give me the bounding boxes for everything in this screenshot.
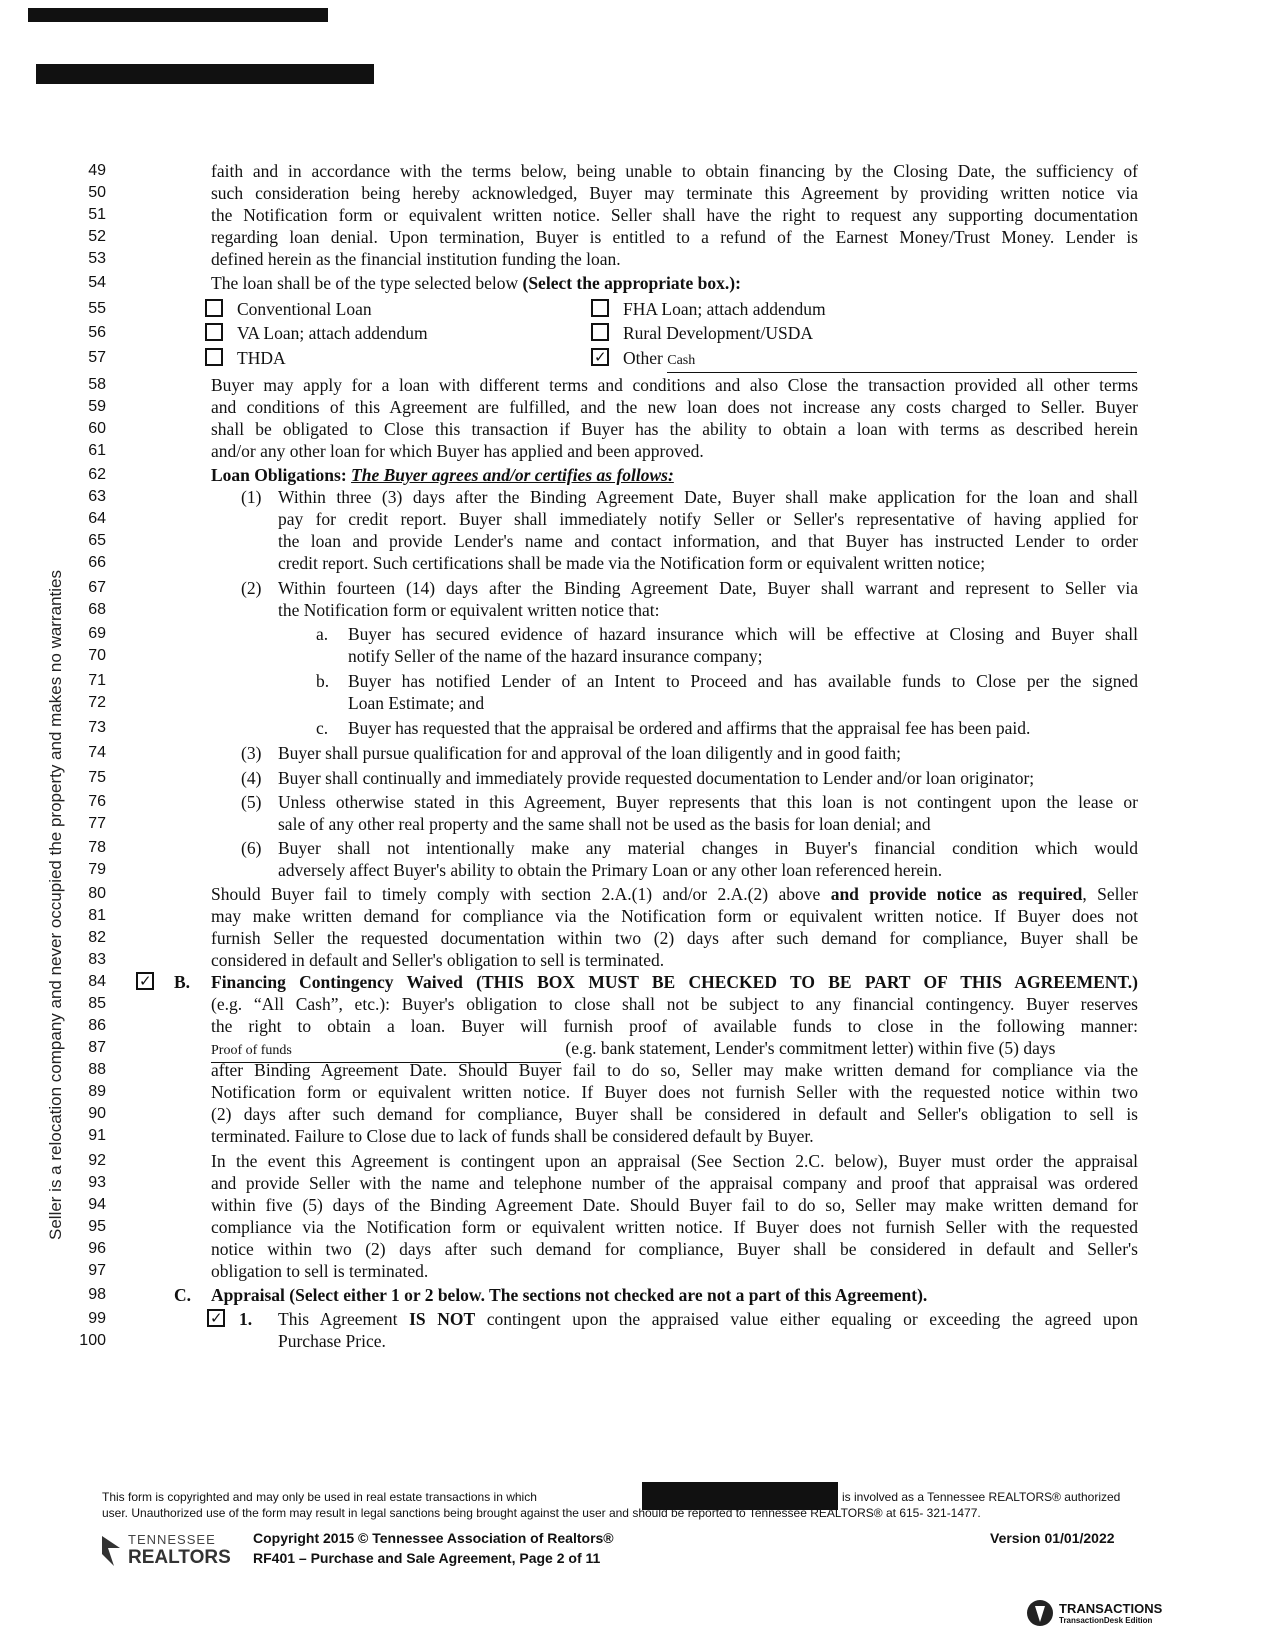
text-line: pay for credit report. Buyer shall immediately notify Seller or Seller's representative of having applied for (278, 509, 1138, 529)
redaction-bar (28, 8, 328, 22)
line-number: 66 (88, 554, 106, 571)
realtors-logo-icon (100, 1534, 122, 1568)
line-number: 76 (88, 793, 106, 810)
line-number: 92 (88, 1152, 106, 1169)
line-number: 55 (88, 300, 106, 317)
text-line: Buyer shall continually and immediately provide requested documentation to Lender and/or loan originator; (278, 768, 1035, 788)
footer-line-1b: is involved as a Tennessee REALTORS® authorized (842, 1490, 1121, 1504)
checkbox[interactable] (205, 299, 223, 317)
footer-line-1: This form is copyrighted and may only be used in real estate transactions in which (102, 1490, 537, 1504)
text-line: shall be obligated to Close this transaction if Buyer has the ability to obtain a loan with terms as described herein (211, 419, 1138, 439)
item-number: (5) (241, 792, 262, 812)
loan-type-intro: The loan shall be of the type selected below (Select the appropriate box.): (211, 273, 741, 293)
text-line: Buyer may apply for a loan with different terms and conditions and also Close the transaction provided all other terms (211, 375, 1138, 395)
text-line: compliance via the Notification form or equivalent written notice. If Buyer does not furnish Seller with the requested (211, 1217, 1138, 1237)
text-line: after Binding Agreement Date. Should Buyer fail to do so, Seller may make written demand for compliance via the (211, 1060, 1138, 1080)
checkbox-checked[interactable] (591, 348, 609, 366)
text-line: faith and in accordance with the terms below, being unable to obtain financing by the Closing Date, the sufficiency of (211, 161, 1138, 181)
line-number: 86 (88, 1017, 106, 1034)
line-number: 89 (88, 1083, 106, 1100)
text-line: (e.g. “All Cash”, etc.): Buyer's obligation to close shall not be subject to any financial contingency. Buyer reserves (211, 994, 1138, 1014)
line-number: 82 (88, 929, 106, 946)
footer-line-2: user. Unauthorized use of the form may result in legal sanctions being brought against the user and should be reported to Tennessee REALTORS® at 615- 321-1477. (102, 1506, 981, 1520)
line-number: 57 (88, 349, 106, 366)
line-number: 53 (88, 250, 106, 267)
line-number: 63 (88, 488, 106, 505)
text-line: obligation to sell is terminated. (211, 1261, 429, 1281)
line-number: 99 (88, 1310, 106, 1327)
line-number: 68 (88, 601, 106, 618)
text-line: defined herein as the financial institution funding the loan. (211, 249, 621, 269)
option-fha[interactable]: FHA Loan; attach addendum (591, 298, 826, 320)
text-line: and provide Seller with the name and telephone number of the appraisal company and proof that appraisal was ordered (211, 1173, 1138, 1193)
text-line: adversely affect Buyer's ability to obtain the Primary Loan or any other loan referenced herein. (278, 860, 943, 880)
text-line: may make written demand for compliance via the Notification form or equivalent written notice. If Buyer does not (211, 906, 1138, 926)
line-number: 77 (88, 815, 106, 832)
checkbox-checked[interactable] (207, 1309, 225, 1327)
item-number: (2) (241, 578, 262, 598)
text-line: Buyer has requested that the appraisal be ordered and affirms that the appraisal fee has been paid. (348, 718, 1031, 738)
form-name: RF401 – Purchase and Sale Agreement, Page 2 of 11 (253, 1550, 601, 1566)
section-b-checkbox[interactable] (136, 971, 168, 993)
logo-top-text: TENNESSEE (128, 1532, 216, 1547)
option-thda[interactable]: THDA (205, 347, 286, 369)
proof-of-funds-input[interactable]: Proof of funds (211, 1040, 561, 1063)
section-letter: C. (174, 1285, 192, 1305)
line-number: 62 (88, 466, 106, 483)
tx-bottom-text: TransactionDesk Edition (1059, 1616, 1153, 1625)
option-conventional[interactable]: Conventional Loan (205, 298, 372, 320)
item-number: (6) (241, 838, 262, 858)
redaction-bar (36, 64, 374, 84)
line-number: 58 (88, 376, 106, 393)
line-number: 65 (88, 532, 106, 549)
line-number: 60 (88, 420, 106, 437)
checkbox[interactable] (205, 348, 223, 366)
line-number: 59 (88, 398, 106, 415)
item-number: (1) (241, 487, 262, 507)
line-number: 52 (88, 228, 106, 245)
text-line: Unless otherwise stated in this Agreement, Buyer represents that this loan is not contingent upon the lease or (278, 792, 1138, 812)
item-letter: b. (316, 671, 330, 691)
line-number: 84 (88, 973, 106, 990)
line-number: 91 (88, 1127, 106, 1144)
text-line: Notification form or equivalent written notice. If Buyer does not furnish Seller with the requested notice within two (211, 1082, 1138, 1102)
appraisal-option-1[interactable]: ✓1. (207, 1308, 252, 1330)
text-line: sale of any other real property and the same shall not be used as the basis for loan denial; and (278, 814, 931, 834)
text-line: the right to obtain a loan. Buyer will furnish proof of available funds to close in the following manner: (211, 1016, 1138, 1036)
tennessee-realtors-logo (100, 1532, 231, 1569)
line-number: 98 (88, 1286, 106, 1303)
line-number: 94 (88, 1196, 106, 1213)
text-line: Buyer shall not intentionally make any material changes in Buyer's financial condition which would (278, 838, 1138, 858)
line-number: 74 (88, 744, 106, 761)
text-line: furnish Seller the requested documentation within two (2) days after such demand for compliance, Buyer shall be (211, 928, 1138, 948)
line-number: 75 (88, 769, 106, 786)
text-line: Within fourteen (14) days after the Binding Agreement Date, Buyer shall warrant and represent to Seller via (278, 578, 1138, 598)
item-letter: a. (316, 624, 329, 644)
version: Version 01/01/2022 (990, 1530, 1115, 1546)
text-line: Purchase Price. (278, 1331, 386, 1351)
text-line: and/or any other loan for which Buyer has applied and been approved. (211, 441, 704, 461)
text-line: This Agreement IS NOT contingent upon the appraised value either equaling or exceeding the agreed upon (278, 1309, 1139, 1329)
line-number: 85 (88, 995, 106, 1012)
text-line: notice within two (2) days after such demand for compliance, Buyer shall be considered in default and Seller's (211, 1239, 1138, 1259)
section-c-title: Appraisal (Select either 1 or 2 below. The sections not checked are not a part of this Agreement). (211, 1285, 928, 1305)
line-number: 79 (88, 861, 106, 878)
line-number: 56 (88, 324, 106, 341)
text-line: regarding loan denial. Upon termination, Buyer is entitled to a refund of the Earnest Money/Trust Money. Lender is (211, 227, 1138, 247)
obligations-heading: Loan Obligations: The Buyer agrees and/or certifies as follows: (211, 465, 674, 485)
text-line: credit report. Such certifications shall be made via the Notification form or equivalent written notice; (278, 553, 986, 573)
text-line: the loan and provide Lender's name and contact information, and that Buyer has instructed Lender to order (278, 531, 1138, 551)
section-letter: B. (174, 972, 191, 992)
text-line: Buyer has notified Lender of an Intent to Proceed and has available funds to Close per the signed (348, 671, 1138, 691)
transactions-logo-icon (1025, 1598, 1055, 1628)
option-rural[interactable]: Rural Development/USDA (591, 322, 813, 344)
line-number: 97 (88, 1262, 106, 1279)
line-number: 71 (88, 672, 106, 689)
line-number: 88 (88, 1061, 106, 1078)
checkbox[interactable] (591, 299, 609, 317)
line-number: 49 (88, 162, 106, 179)
text-line: notify Seller of the name of the hazard insurance company; (348, 646, 763, 666)
item-number: (3) (241, 743, 262, 763)
line-number: 73 (88, 719, 106, 736)
text-line: Loan Estimate; and (348, 693, 485, 713)
transactions-logo (1025, 1598, 1162, 1628)
tx-top-text: TRANSACTIONS (1059, 1601, 1163, 1616)
checkbox[interactable] (205, 323, 223, 341)
copyright: Copyright 2015 © Tennessee Association of Realtors® (253, 1530, 614, 1546)
text-line: within five (5) days of the Binding Agreement Date. Should Buyer fail to do so, Seller may make written demand for (211, 1195, 1138, 1215)
item-number: (4) (241, 768, 262, 788)
line-number: 93 (88, 1174, 106, 1191)
option-other[interactable]: ✓ Other Cash (591, 347, 1137, 373)
line-number: 67 (88, 579, 106, 596)
line-number: 96 (88, 1240, 106, 1257)
line-number: 64 (88, 510, 106, 527)
line-number: 70 (88, 647, 106, 664)
line-number: 50 (88, 184, 106, 201)
text-line: Buyer shall pursue qualification for and approval of the loan diligently and in good faith; (278, 743, 902, 763)
text-line: Proof of funds (e.g. bank statement, Lender's commitment letter) within five (5) days (211, 1037, 1055, 1063)
line-number: 78 (88, 839, 106, 856)
checkbox-checked[interactable] (136, 972, 154, 990)
logo-bottom-text: REALTORS (128, 1547, 231, 1568)
line-number: 100 (79, 1332, 106, 1349)
line-number: 72 (88, 694, 106, 711)
line-number: 81 (88, 907, 106, 924)
line-number: 83 (88, 951, 106, 968)
text-line: Buyer has secured evidence of hazard insurance which will be effective at Closing and Buyer shall (348, 624, 1138, 644)
item-letter: c. (316, 718, 329, 738)
text-line: considered in default and Seller's obligation to sell is terminated. (211, 950, 665, 970)
section-b-title: Financing Contingency Waived (THIS BOX MUST BE CHECKED TO BE PART OF THIS AGREEMENT.) (211, 972, 1138, 992)
text-line: Should Buyer fail to timely comply with section 2.A.(1) and/or 2.A.(2) above and provide notice as required, Seller (211, 884, 1138, 904)
text-line: Within three (3) days after the Binding Agreement Date, Buyer shall make application for the loan and shall (278, 487, 1138, 507)
checkbox[interactable] (591, 323, 609, 341)
line-number: 51 (88, 206, 106, 223)
option-va[interactable]: VA Loan; attach addendum (205, 322, 428, 344)
side-note: Seller is a relocation company and never occupied the property and makes no warranties (46, 570, 65, 1240)
line-number: 80 (88, 885, 106, 902)
line-number: 69 (88, 625, 106, 642)
text-line: (2) days after such demand for compliance, Buyer shall be considered in default and Seller's obligation to sell is (211, 1104, 1138, 1124)
line-number: 61 (88, 442, 106, 459)
text-line: such consideration being hereby acknowledged, Buyer may terminate this Agreement by providing written notice via (211, 183, 1138, 203)
line-number: 90 (88, 1105, 106, 1122)
text-line: In the event this Agreement is contingent upon an appraisal (See Section 2.C. below), Buyer must order the appraisal (211, 1151, 1138, 1171)
text-line: and conditions of this Agreement are fulfilled, and the new loan does not increase any costs charged to Seller. Buyer (211, 397, 1138, 417)
line-number: 87 (88, 1039, 106, 1056)
line-number: 95 (88, 1218, 106, 1235)
text-line: the Notification form or equivalent written notice that: (278, 600, 660, 620)
line-number: 54 (88, 274, 106, 291)
text-line: terminated. Failure to Close due to lack of funds shall be considered default by Buyer. (211, 1126, 814, 1146)
other-input[interactable]: Cash (667, 350, 1137, 373)
text-line: the Notification form or equivalent written notice. Seller shall have the right to request any supporting documentation (211, 205, 1138, 225)
